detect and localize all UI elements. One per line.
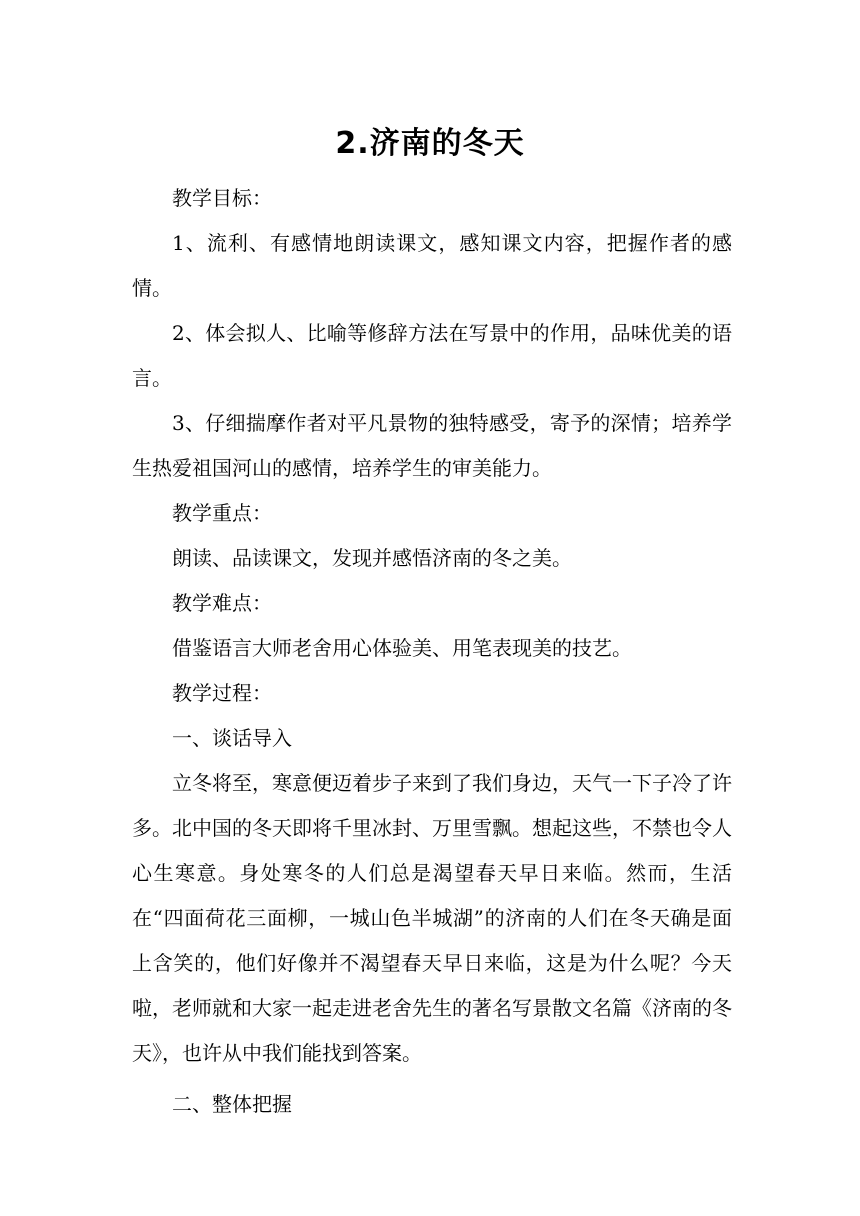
- heading-key-points: 教学重点：: [172, 501, 272, 525]
- document-body: [132, 176, 732, 1127]
- heading-difficulties: 教学难点：: [172, 591, 272, 615]
- difficulties-text: 借鉴语言大师老舍用心体验美、用笔表现美的技艺。: [172, 636, 632, 660]
- heading-objectives: 教学目标：: [172, 186, 272, 210]
- key-points-text: 朗读、品读课文，发现并感悟济南的冬之美。: [172, 546, 572, 570]
- intro-paragraph: 立冬将至，寒意便迈着步子来到了我们身边，天气一下子冷了许多。北中国的冬天即将千里冰封、万里雪飘。想起这些，不禁也令人心生寒意。身处寒冬的人们总是渴望春天早日来临。然而，生活在“四面荷花三面柳，一城山色半城湖”的济南的人们在冬天确是面上含笑的，他们好像并不渴望春天早日来临，这是为什么呢？今天啦，老师就和大家一起走进老舍先生的著名写景散文名篇《济南的冬天》，也许从中我们能找到答案。: [132, 771, 732, 1065]
- section-2-heading: 二、整体把握: [172, 1092, 292, 1116]
- section-1-heading: 一、谈话导入: [172, 726, 292, 750]
- page-title: 2.济南的冬天: [335, 126, 525, 161]
- heading-process: 教学过程：: [172, 681, 272, 705]
- objective-1: 1、流利、有感情地朗读课文，感知课文内容，把握作者的感情。: [132, 231, 732, 300]
- objective-3: 3、仔细揣摩作者对平凡景物的独特感受，寄予的深情；培养学生热爱祖国河山的感情，培养学生的审美能力。: [132, 411, 732, 480]
- objective-2: 2、体会拟人、比喻等修辞方法在写景中的作用，品味优美的语言。: [132, 321, 732, 390]
